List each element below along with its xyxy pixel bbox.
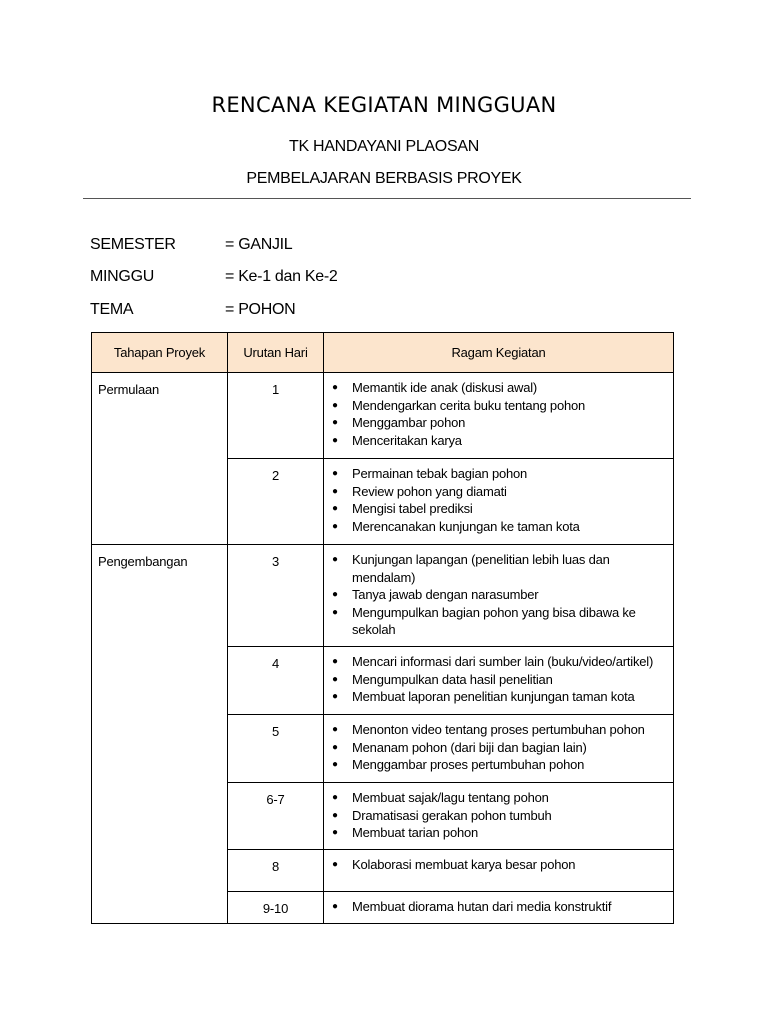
activity-item xyxy=(332,414,665,432)
stage-cell: Permulaan xyxy=(92,373,228,545)
activity-plan-table xyxy=(91,332,674,924)
day-cell: 9-10 xyxy=(228,892,324,924)
bullet-icon: ● xyxy=(332,382,338,393)
activity-item xyxy=(332,721,665,739)
bullet-icon: ● xyxy=(332,759,338,770)
activities-cell xyxy=(324,459,674,545)
activities-cell xyxy=(324,647,674,715)
bullet-icon: ● xyxy=(332,399,338,411)
activity-item xyxy=(332,807,665,825)
table-row xyxy=(92,545,674,647)
stage-cell: Pengembangan xyxy=(92,545,228,924)
activity-text: Kunjungan lapangan (penelitian lebih luas dan mendalam) xyxy=(352,552,610,585)
bullet-icon: ● xyxy=(332,901,338,912)
activity-text: Menceritakan karya xyxy=(352,432,462,448)
activity-list xyxy=(332,465,665,535)
meta-key: TEMA xyxy=(90,301,134,318)
activity-text: Membuat tarian pohon xyxy=(352,825,479,840)
day-cell: 5 xyxy=(228,715,324,783)
activity-list xyxy=(332,856,665,874)
activity-item xyxy=(332,397,665,415)
table-row xyxy=(92,373,674,459)
bullet-icon: ● xyxy=(332,468,338,479)
activity-item xyxy=(332,739,665,757)
activity-text: Menonton video tentang proses pertumbuhan pohon xyxy=(352,722,645,737)
bullet-icon: ● xyxy=(332,503,338,514)
activity-item xyxy=(332,856,665,874)
activities-cell xyxy=(324,850,674,892)
activity-item xyxy=(332,465,665,483)
activity-item xyxy=(332,586,665,604)
bullet-icon: ● xyxy=(332,589,338,600)
table-body xyxy=(92,373,674,924)
meta-value: = GANJIL xyxy=(225,236,293,253)
activity-list xyxy=(332,653,665,706)
activity-list xyxy=(332,379,665,449)
bullet-icon: ● xyxy=(332,673,338,685)
header-tahapan-proyek: Tahapan Proyek xyxy=(92,333,228,373)
day-cell: 2 xyxy=(228,459,324,545)
meta-key: SEMESTER xyxy=(90,236,176,253)
day-cell: 8 xyxy=(228,850,324,892)
day-cell: 1 xyxy=(228,373,324,459)
bullet-icon: ● xyxy=(332,485,338,497)
bullet-icon: ● xyxy=(332,691,338,702)
bullet-icon: ● xyxy=(332,606,338,618)
program-name: PEMBELAJARAN BERBASIS PROYEK xyxy=(246,170,522,187)
day-cell: 4 xyxy=(228,647,324,715)
header-divider xyxy=(83,198,691,199)
activities-cell xyxy=(324,783,674,850)
activities-cell xyxy=(324,373,674,459)
bullet-icon: ● xyxy=(332,741,338,753)
activity-text: Mencari informasi dari sumber lain (buku/video/artikel) xyxy=(352,654,654,669)
activity-item xyxy=(332,756,665,774)
meta-value: = Ke-1 dan Ke-2 xyxy=(225,268,338,285)
activity-text: Membuat laporan penelitian kunjungan taman kota xyxy=(352,689,635,704)
activity-text: Mengumpulkan data hasil penelitian xyxy=(352,671,553,687)
activity-text: Mengisi tabel prediksi xyxy=(352,501,473,516)
activity-text: Review pohon yang diamati xyxy=(352,483,507,499)
document-title: RENCANA KEGIATAN MINGGUAN xyxy=(211,93,557,117)
activity-item xyxy=(332,824,665,842)
activity-item xyxy=(332,551,665,586)
activities-cell xyxy=(324,715,674,783)
activity-text: Mendengarkan cerita buku tentang pohon xyxy=(352,397,586,413)
bullet-icon: ● xyxy=(332,434,338,446)
activity-text: Menggambar pohon xyxy=(352,415,466,430)
activity-item xyxy=(332,688,665,706)
activity-list xyxy=(332,898,665,916)
school-name: TK HANDAYANI PLAOSAN xyxy=(289,138,479,155)
activity-text: Membuat sajak/lagu tentang pohon xyxy=(352,790,549,805)
activity-list xyxy=(332,721,665,774)
activity-item xyxy=(332,500,665,518)
activity-text: Dramatisasi gerakan pohon tumbuh xyxy=(352,807,552,823)
activity-item xyxy=(332,653,665,671)
bullet-icon: ● xyxy=(332,656,338,667)
bullet-icon: ● xyxy=(332,724,338,735)
activities-cell xyxy=(324,892,674,924)
activity-text: Tanya jawab dengan narasumber xyxy=(352,587,539,602)
bullet-icon: ● xyxy=(332,792,338,803)
bullet-icon: ● xyxy=(332,859,338,870)
meta-value: = POHON xyxy=(225,301,296,318)
activity-item xyxy=(332,379,665,397)
activity-item xyxy=(332,789,665,807)
bullet-icon: ● xyxy=(332,520,338,532)
activity-text: Merencanakan kunjungan ke taman kota xyxy=(352,518,580,534)
activity-list xyxy=(332,551,665,639)
activity-text: Mengumpulkan bagian pohon yang bisa dibawa ke sekolah xyxy=(352,604,636,637)
activity-list xyxy=(332,789,665,842)
day-cell: 6-7 xyxy=(228,783,324,850)
activity-text: Kolaborasi membuat karya besar pohon xyxy=(352,857,576,872)
activity-item xyxy=(332,898,665,916)
bullet-icon: ● xyxy=(332,827,338,838)
activity-item xyxy=(332,518,665,536)
table-header-row xyxy=(92,333,674,373)
activity-item xyxy=(332,604,665,639)
activities-cell xyxy=(324,545,674,647)
header-ragam-kegiatan: Ragam Kegiatan xyxy=(324,333,674,373)
activity-item xyxy=(332,671,665,689)
activity-item xyxy=(332,483,665,501)
bullet-icon: ● xyxy=(332,554,338,565)
activity-text: Menanam pohon (dari biji dan bagian lain) xyxy=(352,739,587,755)
activity-text: Permainan tebak bagian pohon xyxy=(352,466,528,481)
activity-item xyxy=(332,432,665,450)
activity-text: Memantik ide anak (diskusi awal) xyxy=(352,380,538,395)
day-cell: 3 xyxy=(228,545,324,647)
meta-key: MINGGU xyxy=(90,268,154,285)
header-urutan-hari: Urutan Hari xyxy=(228,333,324,373)
activity-text: Membuat diorama hutan dari media konstruktif xyxy=(352,899,612,914)
activity-text: Menggambar proses pertumbuhan pohon xyxy=(352,757,585,772)
bullet-icon: ● xyxy=(332,809,338,821)
bullet-icon: ● xyxy=(332,417,338,428)
